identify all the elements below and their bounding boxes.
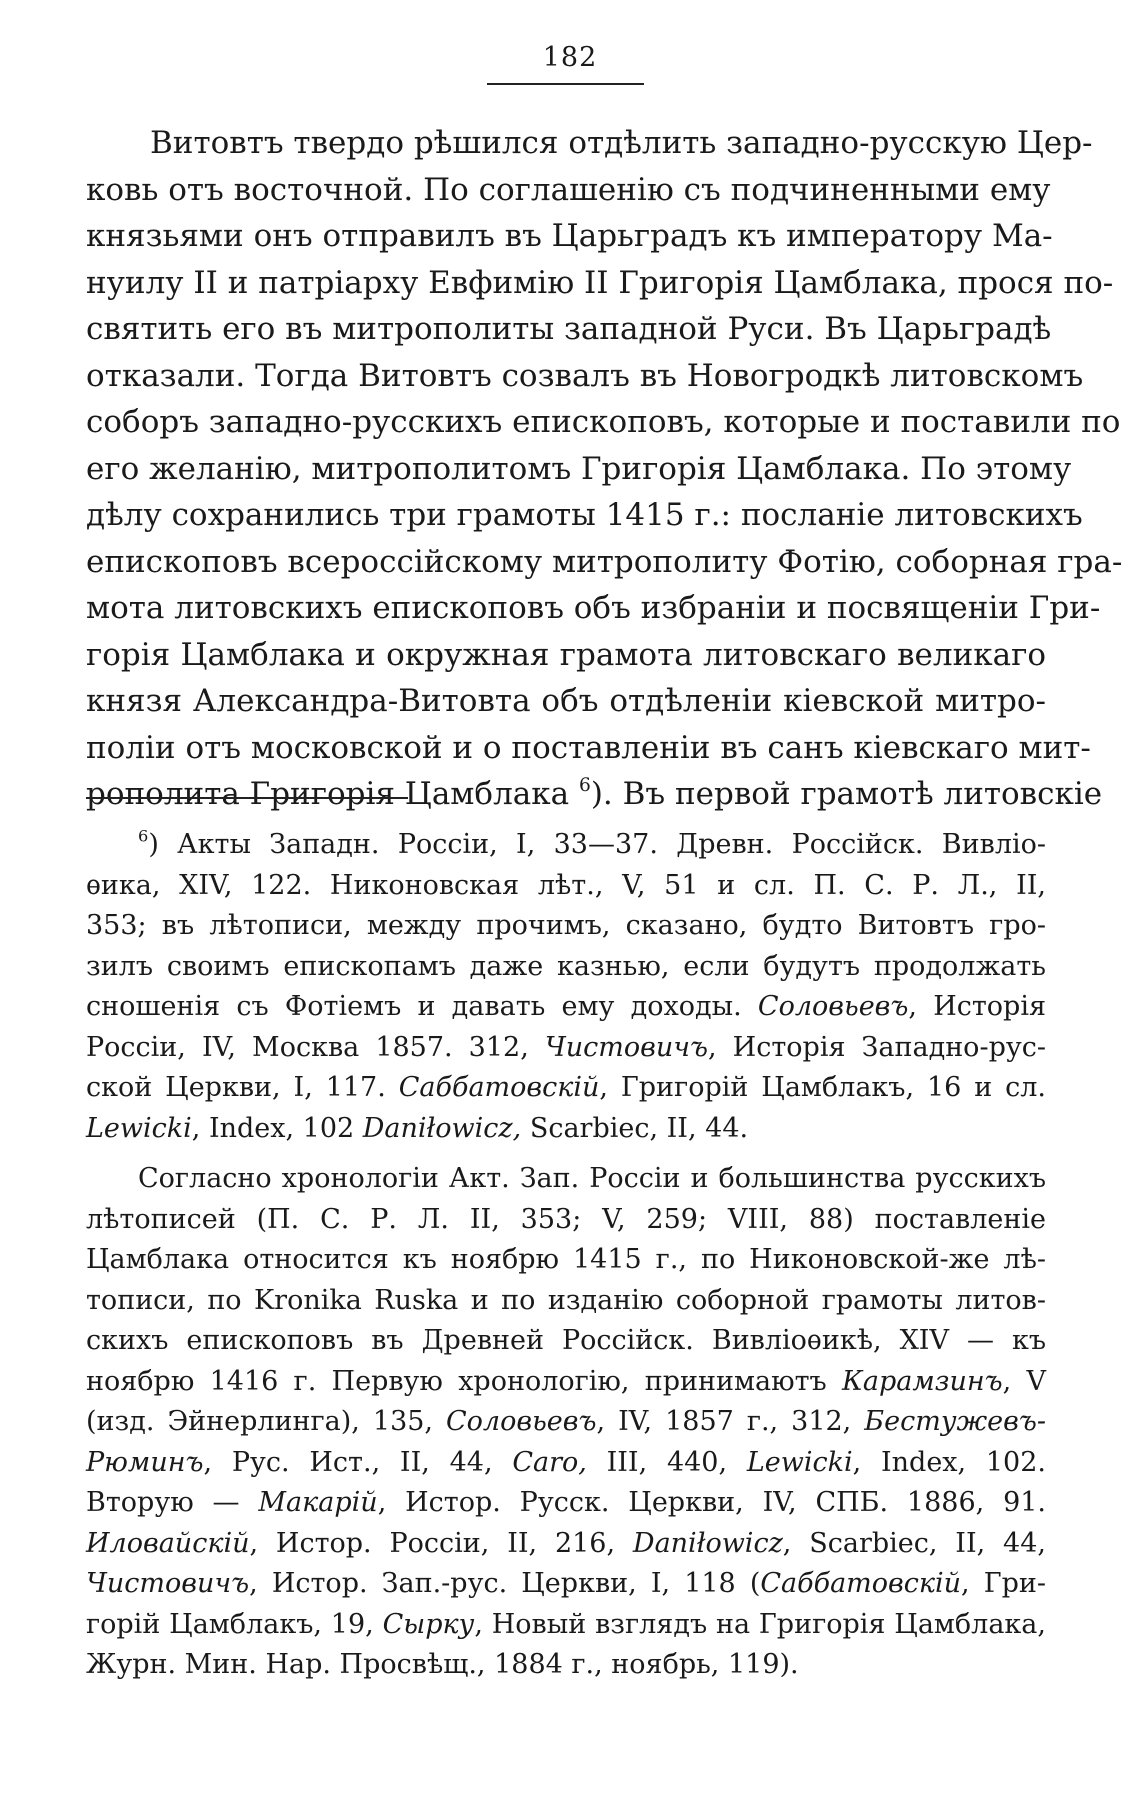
footnote-line: зилъ своимъ епископамъ даже казнью, если будутъ продолжать	[86, 950, 1046, 982]
footnote-line	[86, 987, 1046, 1028]
author-name: Карамзинъ	[842, 1365, 1003, 1397]
main-text-line: его желанію, митрополитомъ Григорія Цамблака. По этому	[86, 450, 1072, 487]
footnote-line: Цамблака относится къ ноябрю 1415 г., по Никоновской-же лѣ-	[86, 1244, 1046, 1275]
footnote-text: Scarbiec, II, 44.	[521, 1112, 749, 1144]
footnote-line	[86, 1524, 1046, 1565]
footnote-text: III, 440,	[586, 1446, 747, 1478]
author-name: Саббатовскій	[760, 1568, 962, 1599]
footnote-line: скихъ епископовъ въ Древней Россійск. Вивліоѳикѣ, XIV — къ	[86, 1325, 1046, 1356]
main-text-line: горія Цамблака и окружная грамота литовскаго великаго	[86, 636, 1046, 673]
footnote-line	[86, 1109, 1046, 1150]
author-name: Daniłowicz,	[362, 1112, 522, 1144]
footnote-gap	[86, 1149, 1046, 1159]
footnote-text: Вторую —	[86, 1487, 259, 1518]
footnote-line: ѳика, XIV, 122. Никоновская лѣт., V, 51 и сл. П. С. Р. Л., II,	[86, 869, 1046, 901]
main-text-line: дѣлу сохранились три грамоты 1415 г.: посланіе литовскихъ	[86, 497, 1083, 533]
footnote-text: горій Цамблакъ, 19,	[86, 1608, 383, 1640]
page-number-rule	[487, 83, 644, 85]
footnote-text: , Исторія Западно-рус-	[708, 1031, 1046, 1063]
footnote-separator	[86, 797, 408, 799]
footnote-text: (изд. Эйнерлинга), 135,	[86, 1406, 447, 1437]
main-text-line: отказали. Тогда Витовтъ созвалъ въ Новогродкѣ литовскомъ	[86, 357, 1084, 394]
author-name: Макарій	[258, 1487, 378, 1518]
footnote-text: ской Церкви, I, 117.	[86, 1072, 399, 1103]
author-name: Рюминъ	[86, 1446, 204, 1478]
author-name: Daniłowicz	[632, 1527, 783, 1559]
author-name: Иловайскій	[86, 1527, 250, 1559]
footnote-text: , Новый взглядъ на Григорія Цамблака,	[474, 1608, 1046, 1640]
main-text-segment: рополита Григорія Цамблака	[86, 776, 579, 812]
footnote-text: , V	[1002, 1365, 1046, 1397]
author-name: Чистовичъ	[86, 1568, 250, 1599]
main-text-line: мота литовскихъ епископовъ объ избраніи и посвященіи Гри-	[86, 590, 1101, 626]
footnote-mark: 6	[138, 826, 149, 846]
footnote-text: , Index, 102.	[852, 1446, 1046, 1478]
footnote-text: , Index, 102	[191, 1112, 363, 1144]
footnote-line: 353; въ лѣтописи, между прочимъ, сказано, будто Витовтъ гро-	[86, 910, 1046, 941]
main-text	[86, 120, 1123, 818]
page-number: 182	[542, 42, 598, 73]
footnote-line: тописи, по Kronika Ruska и по изданію соборной грамоты литов-	[86, 1284, 1046, 1316]
footnote-text: Россіи, IV, Москва 1857. 312,	[86, 1031, 545, 1063]
main-text-last-line	[86, 771, 1103, 818]
author-name: Сырку	[382, 1608, 475, 1640]
footnote-text: , Истор. Русск. Церкви, IV, СПБ. 1886, 91.	[377, 1487, 1047, 1518]
main-text-segment: ). Въ первой грамотѣ литовскіе	[590, 776, 1103, 812]
footnote-text: , Рус. Ист., II, 44,	[203, 1446, 513, 1478]
footnote-line: Журн. Мин. Нар. Просвѣщ., 1884 г., ноябрь, 119).	[86, 1649, 799, 1680]
footnote-text: ) Акты Западн. Россіи, I, 33—37. Древн. Россійск. Вивліо-	[148, 829, 1046, 860]
footnote-line	[86, 1483, 1046, 1524]
footnote-text: , Истор. Зап.-рус. Церкви, I, 118 (	[249, 1568, 761, 1599]
footnotes	[86, 825, 1046, 1686]
main-text-line: Витовтъ твердо рѣшился отдѣлить западно-русскую Цер-	[150, 125, 1093, 161]
footnote-text: ноябрю 1416 г. Первую хронологію, принимаютъ	[86, 1365, 842, 1397]
author-name: Caro,	[512, 1446, 587, 1478]
main-text-line: соборъ западно-русскихъ епископовъ, которые и поставили по	[86, 404, 1121, 440]
main-text-line: князя Александра-Витовта объ отдѣленіи кіевской митро-	[86, 683, 1046, 719]
footnote-line	[86, 1068, 1046, 1109]
footnote-text: , Исторія	[908, 991, 1047, 1022]
footnote-text: сношенія съ Фотіемъ и давать ему доходы.	[86, 991, 758, 1022]
footnote-text: , IV, 1857 г., 312,	[596, 1406, 865, 1437]
footnote-line	[86, 1443, 1046, 1484]
author-name: Саббатовскій	[398, 1072, 600, 1103]
footnote-line	[86, 1605, 1046, 1646]
footnote-line: лѣтописей (П. С. Р. Л. II, 353; V, 259; VIII, 88) поставленіе	[86, 1203, 1046, 1235]
footnote-line	[86, 825, 1046, 866]
footnote-line	[86, 1402, 1046, 1443]
main-text-line: епископовъ всероссійскому митрополиту Фотію, соборная гра-	[86, 543, 1123, 580]
footnote-line	[86, 1564, 1046, 1605]
author-name: Соловьевъ	[757, 991, 909, 1022]
footnote-text: , Scarbiec, II, 44,	[782, 1527, 1046, 1559]
author-name: Lewicki	[746, 1446, 853, 1478]
main-text-line: нуилу II и патріарху Евфимію II Григорія Цамблака, прося по-	[86, 264, 1114, 301]
main-text-line: ковь отъ восточной. По соглашенію съ подчиненными ему	[86, 171, 1051, 208]
main-text-line: князьями онъ отправилъ въ Царьградъ къ императору Ма-	[86, 218, 1053, 254]
author-name: Бестужевъ-	[864, 1406, 1046, 1437]
footnote-line: Согласно хронологіи Акт. Зап. Россіи и большинства русскихъ	[138, 1163, 1046, 1194]
footnote-text: , Истор. Россіи, II, 216,	[249, 1527, 633, 1559]
footnote-line	[86, 1362, 1046, 1403]
author-name: Соловьевъ	[446, 1406, 597, 1437]
footnote-line	[86, 1028, 1046, 1069]
footnote-text: , Гри-	[961, 1568, 1047, 1599]
footnote-reference[interactable]: 6	[578, 774, 591, 796]
main-text-line: поліи отъ московской и о поставленіи въ санъ кіевскаго мит-	[86, 729, 1091, 766]
author-name: Чистовичъ	[544, 1031, 709, 1063]
footnote-text: , Григорій Цамблакъ, 16 и сл.	[599, 1072, 1046, 1103]
author-name: Lewicki	[86, 1112, 192, 1144]
main-text-line: святить его въ митрополиты западной Руси. Въ Царьградѣ	[86, 311, 1052, 347]
